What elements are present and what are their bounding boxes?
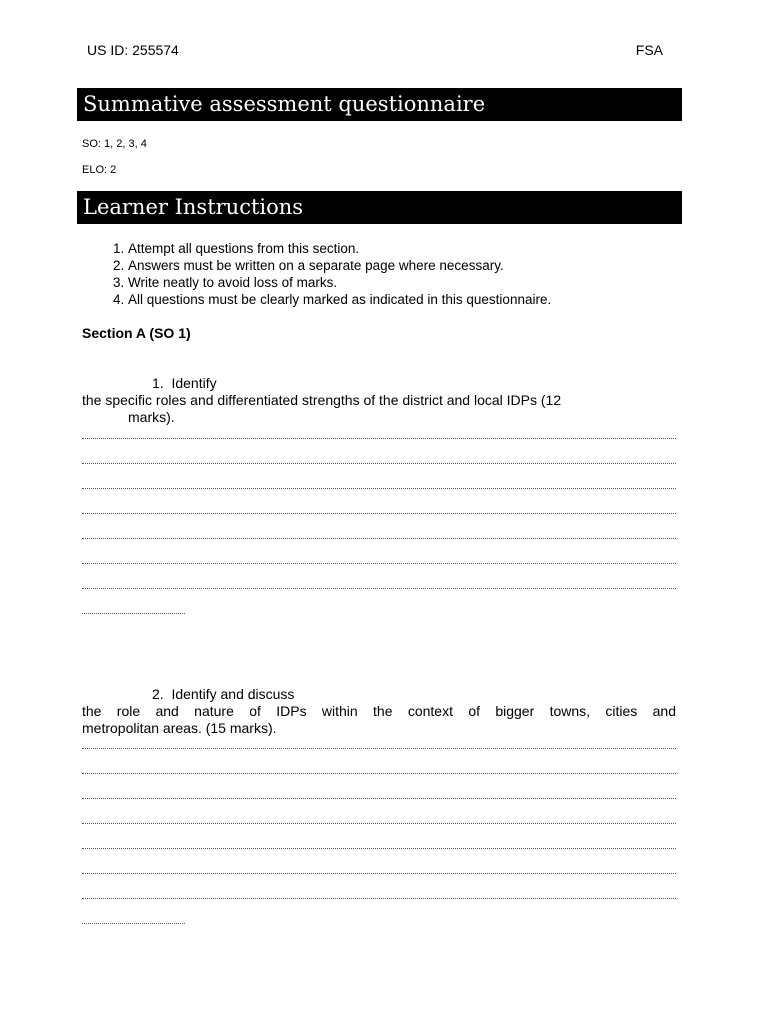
exit-level-outcome: ELO: 2 bbox=[82, 164, 117, 176]
document-code: FSA bbox=[635, 42, 663, 58]
instruction-item: 2. Answers must be written on a separate page where necessary. bbox=[128, 257, 728, 274]
question-number: 2. bbox=[152, 686, 164, 702]
answer-line[interactable] bbox=[82, 772, 676, 774]
answer-line[interactable] bbox=[82, 872, 676, 874]
question-lead: Identify bbox=[171, 375, 217, 391]
answer-line[interactable] bbox=[82, 847, 676, 849]
instruction-item: 3. Write neatly to avoid loss of marks. bbox=[128, 274, 728, 291]
instructions-list bbox=[82, 240, 728, 308]
instruction-item: 1. Attempt all questions from this section. bbox=[128, 240, 728, 257]
answer-line[interactable] bbox=[82, 437, 676, 439]
instructions-heading: Learner Instructions bbox=[77, 191, 682, 224]
answer-line[interactable] bbox=[82, 797, 676, 799]
instruction-item: 4. All questions must be clearly marked as indicated in this questionnaire. bbox=[128, 291, 728, 308]
section-heading: Section A (SO 1) bbox=[82, 325, 191, 341]
answer-line[interactable] bbox=[82, 612, 185, 614]
question-1 bbox=[82, 375, 676, 426]
answer-line[interactable] bbox=[82, 512, 676, 514]
answer-line[interactable] bbox=[82, 537, 676, 539]
unit-standard-id: US ID: 255574 bbox=[87, 42, 179, 58]
question-text-cont: marks). bbox=[128, 409, 175, 425]
question-text: the role and nature of IDPs within the context of bigger towns, cities and bbox=[82, 703, 676, 719]
page-title: Summative assessment questionnaire bbox=[77, 88, 682, 121]
question-lead: Identify and discuss bbox=[171, 686, 295, 702]
answer-line[interactable] bbox=[82, 562, 676, 564]
answer-line[interactable] bbox=[82, 462, 676, 464]
question-2 bbox=[82, 686, 676, 737]
answer-line[interactable] bbox=[82, 922, 185, 924]
answer-line[interactable] bbox=[82, 897, 676, 899]
question-text-cont: metropolitan areas. (15 marks). bbox=[82, 720, 277, 736]
answer-line[interactable] bbox=[82, 487, 676, 489]
question-number: 1. bbox=[152, 375, 164, 391]
question-text: the specific roles and differentiated strengths of the district and local IDPs (12 bbox=[82, 392, 562, 408]
answer-line[interactable] bbox=[82, 747, 676, 749]
answer-line[interactable] bbox=[82, 587, 676, 589]
specific-outcomes: SO: 1, 2, 3, 4 bbox=[82, 138, 147, 150]
answer-line[interactable] bbox=[82, 822, 676, 824]
